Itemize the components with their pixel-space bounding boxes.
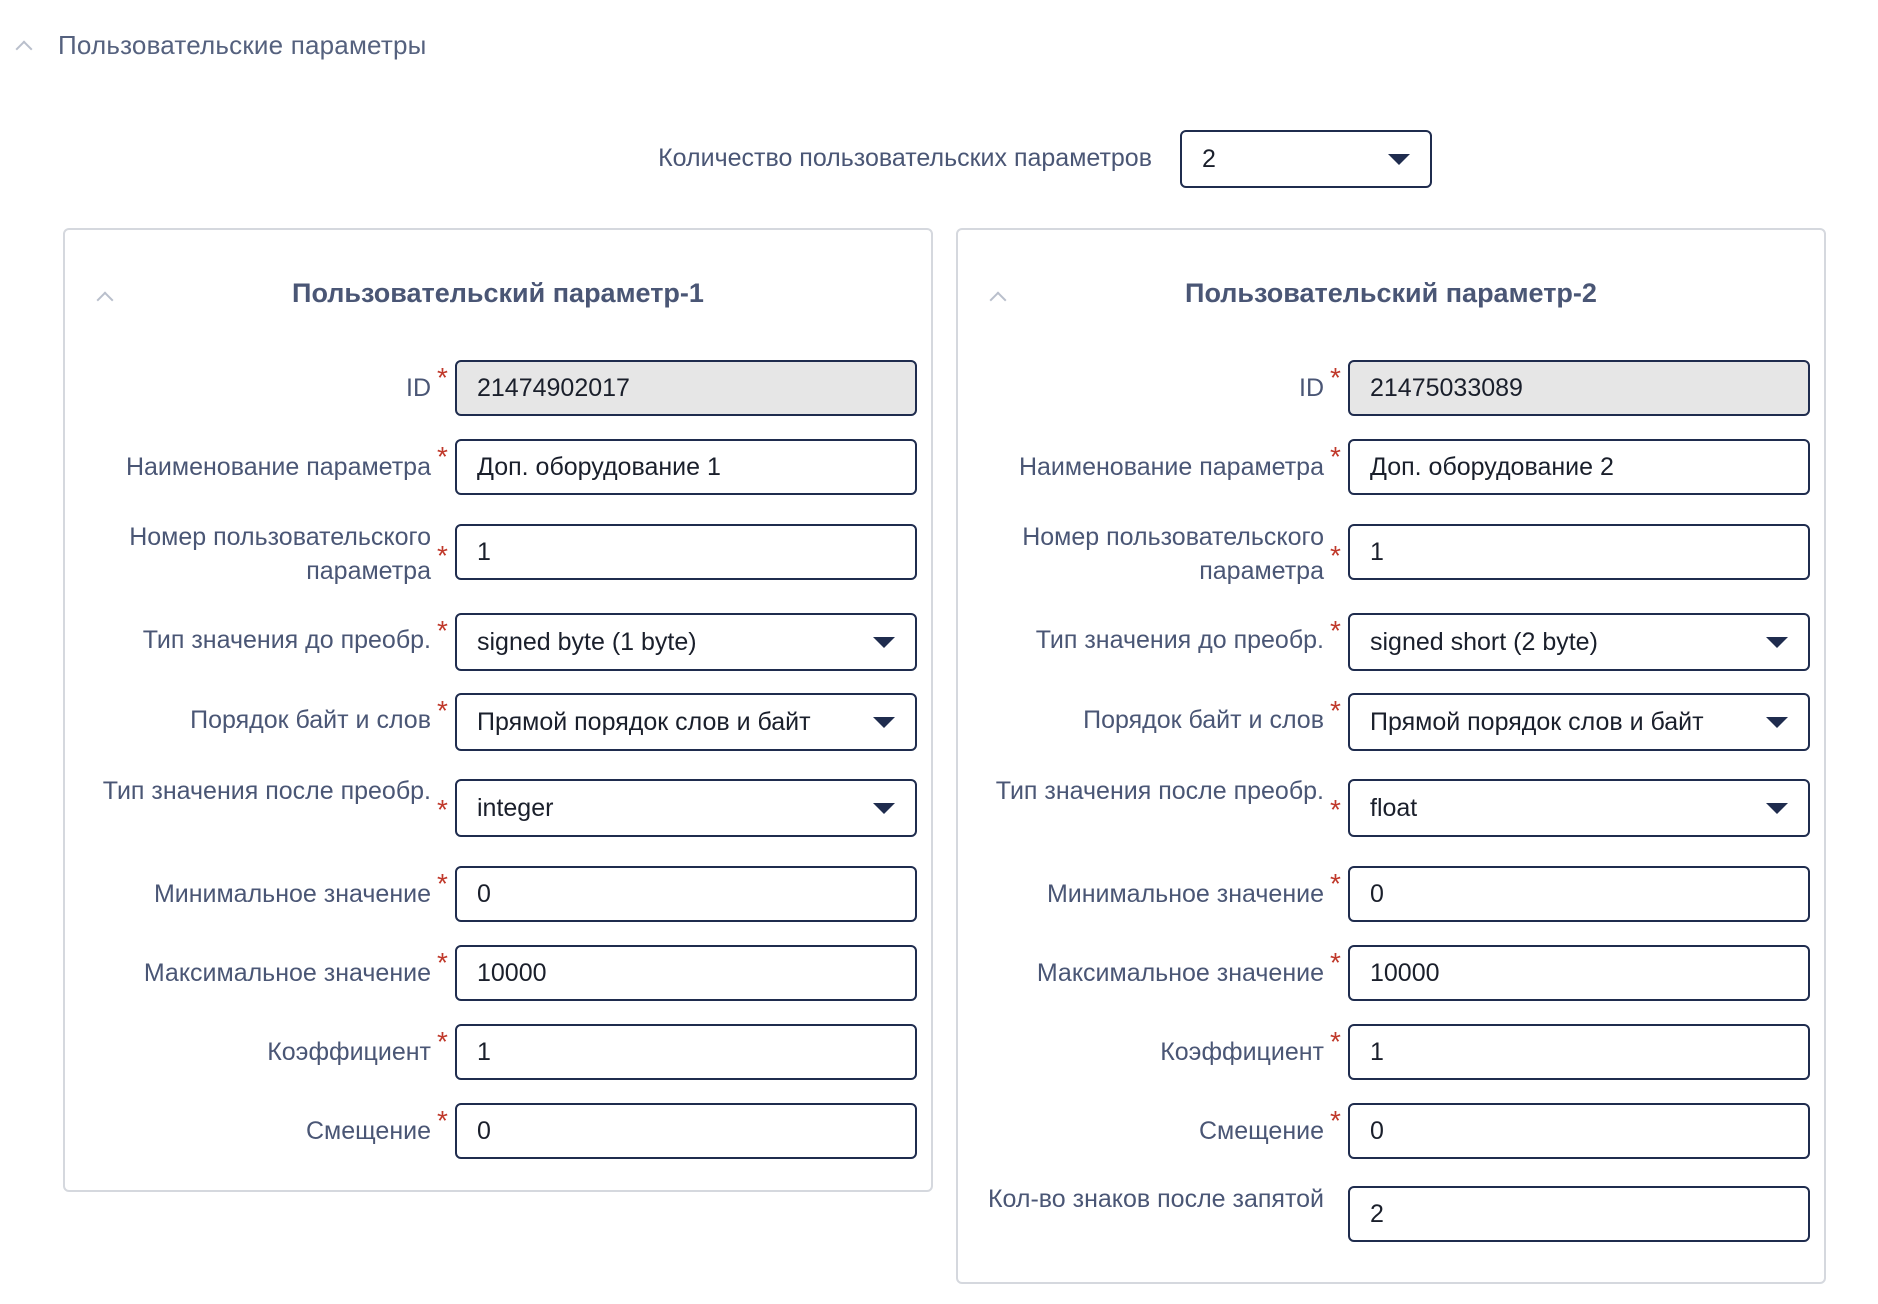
- coefficient-input[interactable]: 1: [1348, 1024, 1810, 1080]
- type-before-select[interactable]: [1348, 613, 1810, 671]
- field-wrap: [1348, 1186, 1810, 1242]
- field-row-byte-order: [958, 693, 1828, 751]
- type-after-select[interactable]: [455, 779, 917, 837]
- field-row-number: [65, 520, 935, 592]
- field-row-max: [958, 945, 1828, 1001]
- parameter-count-label: Количество пользовательских параметров: [658, 144, 1152, 172]
- offset-input[interactable]: 0: [455, 1103, 917, 1159]
- id-input: 21475033089: [1348, 360, 1810, 416]
- required-mark: *: [437, 794, 448, 825]
- field-wrap: [1348, 613, 1810, 671]
- required-mark: *: [1330, 1105, 1341, 1136]
- parameter-number-input[interactable]: 1: [1348, 524, 1810, 580]
- parameter-name-input[interactable]: Доп. оборудование 1: [455, 439, 917, 495]
- field-wrap: [455, 945, 917, 1001]
- field-label: Тип значения после преобр.: [102, 777, 431, 805]
- required-mark: *: [1330, 362, 1341, 393]
- select-value: signed short (2 byte): [1370, 627, 1598, 656]
- required-mark: *: [437, 695, 448, 726]
- required-mark: *: [1330, 615, 1341, 646]
- field-label: Наименование параметра: [1018, 453, 1324, 481]
- parameter-number-input[interactable]: 1: [455, 524, 917, 580]
- required-mark: *: [437, 1026, 448, 1057]
- type-before-select[interactable]: [455, 613, 917, 671]
- required-mark: *: [437, 441, 448, 472]
- field-wrap: [455, 779, 917, 837]
- required-mark: *: [1330, 947, 1341, 978]
- field-row-type-before: [958, 613, 1828, 671]
- parameter-name-input[interactable]: Доп. оборудование 2: [1348, 439, 1810, 495]
- caret-down-icon: [1766, 637, 1788, 648]
- field-wrap: [455, 866, 917, 922]
- caret-down-icon: [873, 637, 895, 648]
- caret-down-icon: [1388, 154, 1410, 165]
- field-row-max: [65, 945, 935, 1001]
- field-row-type-after: [65, 774, 935, 846]
- required-mark: *: [437, 540, 448, 571]
- required-mark: *: [437, 947, 448, 978]
- field-label: Смещение: [305, 1117, 431, 1145]
- field-wrap: [455, 613, 917, 671]
- parameter-count-row: [0, 130, 1878, 188]
- field-label: ID: [1299, 374, 1324, 402]
- field-wrap: [1348, 1024, 1810, 1080]
- byte-order-select[interactable]: [455, 693, 917, 751]
- select-value: signed byte (1 byte): [477, 627, 697, 656]
- caret-down-icon: [873, 717, 895, 728]
- field-row-id: [958, 360, 1828, 416]
- field-row-min: [65, 866, 935, 922]
- panel-title: Пользовательский параметр-2: [1185, 278, 1597, 308]
- caret-down-icon: [1766, 717, 1788, 728]
- min-value-input[interactable]: 0: [455, 866, 917, 922]
- required-mark: *: [1330, 794, 1341, 825]
- max-value-input[interactable]: 10000: [455, 945, 917, 1001]
- caret-down-icon: [873, 803, 895, 814]
- field-label: Кол-во знаков после запятой: [987, 1185, 1324, 1213]
- max-value-input[interactable]: 10000: [1348, 945, 1810, 1001]
- required-mark: *: [437, 362, 448, 393]
- field-wrap: [1348, 693, 1810, 751]
- field-label: Номер пользовательского параметра: [129, 523, 431, 585]
- required-mark: *: [1330, 540, 1341, 571]
- field-label: Коэффициент: [1160, 1038, 1324, 1066]
- field-label: Минимальное значение: [153, 880, 431, 908]
- field-label: Порядок байт и слов: [1083, 706, 1324, 734]
- field-row-min: [958, 866, 1828, 922]
- required-mark: *: [1330, 441, 1341, 472]
- section-title: Пользовательские параметры: [58, 29, 427, 60]
- field-row-id: [65, 360, 935, 416]
- required-mark: *: [437, 868, 448, 899]
- min-value-input[interactable]: 0: [1348, 866, 1810, 922]
- select-value: Прямой порядок слов и байт: [1370, 707, 1704, 736]
- panel-title: Пользовательский параметр-1: [292, 278, 704, 308]
- panel-header: [958, 230, 1824, 342]
- field-label: Максимальное значение: [1036, 959, 1324, 987]
- select-value: Прямой порядок слов и байт: [477, 707, 811, 736]
- parameter-count-select-wrap: [1180, 130, 1432, 188]
- field-wrap: [455, 1103, 917, 1159]
- chevron-up-icon[interactable]: [16, 41, 33, 58]
- field-row-coefficient: [958, 1024, 1828, 1080]
- decimals-input[interactable]: 2: [1348, 1186, 1810, 1242]
- field-wrap: [1348, 779, 1810, 837]
- field-row-name: [958, 439, 1828, 495]
- field-label: Порядок байт и слов: [190, 706, 431, 734]
- coefficient-input[interactable]: 1: [455, 1024, 917, 1080]
- offset-input[interactable]: 0: [1348, 1103, 1810, 1159]
- field-label: Смещение: [1198, 1117, 1324, 1145]
- field-label: Тип значения до преобр.: [142, 626, 431, 654]
- section-header[interactable]: [12, 28, 427, 62]
- custom-parameter-panel-1: [63, 228, 933, 1192]
- field-wrap: [1348, 524, 1810, 580]
- field-label: Наименование параметра: [125, 453, 431, 481]
- required-mark: *: [1330, 695, 1341, 726]
- field-label: Коэффициент: [267, 1038, 431, 1066]
- byte-order-select[interactable]: [1348, 693, 1810, 751]
- required-mark: *: [1330, 868, 1341, 899]
- field-wrap: [1348, 866, 1810, 922]
- field-label: Тип значения до преобр.: [1035, 626, 1324, 654]
- select-value: integer: [477, 793, 554, 822]
- field-wrap: [1348, 360, 1810, 416]
- field-label: Тип значения после преобр.: [995, 777, 1324, 805]
- field-label: Максимальное значение: [143, 959, 431, 987]
- type-after-select[interactable]: [1348, 779, 1810, 837]
- field-row-offset: [958, 1103, 1828, 1159]
- field-row-byte-order: [65, 693, 935, 751]
- custom-parameter-panel-2: [956, 228, 1826, 1284]
- required-mark: *: [1330, 1026, 1341, 1057]
- required-mark: *: [437, 1105, 448, 1136]
- field-wrap: [455, 1024, 917, 1080]
- panel-header: [65, 230, 931, 342]
- field-row-number: [958, 520, 1828, 592]
- parameter-count-value: 2: [1202, 144, 1216, 173]
- field-wrap: [1348, 1103, 1810, 1159]
- field-row-offset: [65, 1103, 935, 1159]
- field-wrap: [455, 524, 917, 580]
- field-label: Минимальное значение: [1046, 880, 1324, 908]
- field-row-type-after: [958, 774, 1828, 846]
- parameter-count-select[interactable]: [1180, 130, 1432, 188]
- field-row-name: [65, 439, 935, 495]
- field-wrap: [455, 439, 917, 495]
- id-input: 21474902017: [455, 360, 917, 416]
- caret-down-icon: [1766, 803, 1788, 814]
- field-label: Номер пользовательского параметра: [1022, 523, 1324, 585]
- field-row-decimals: [958, 1182, 1828, 1254]
- field-label: ID: [406, 374, 431, 402]
- field-row-type-before: [65, 613, 935, 671]
- field-wrap: [1348, 945, 1810, 1001]
- field-wrap: [1348, 439, 1810, 495]
- field-row-coefficient: [65, 1024, 935, 1080]
- required-mark: *: [437, 615, 448, 646]
- select-value: float: [1370, 793, 1418, 822]
- field-wrap: [455, 693, 917, 751]
- field-wrap: [455, 360, 917, 416]
